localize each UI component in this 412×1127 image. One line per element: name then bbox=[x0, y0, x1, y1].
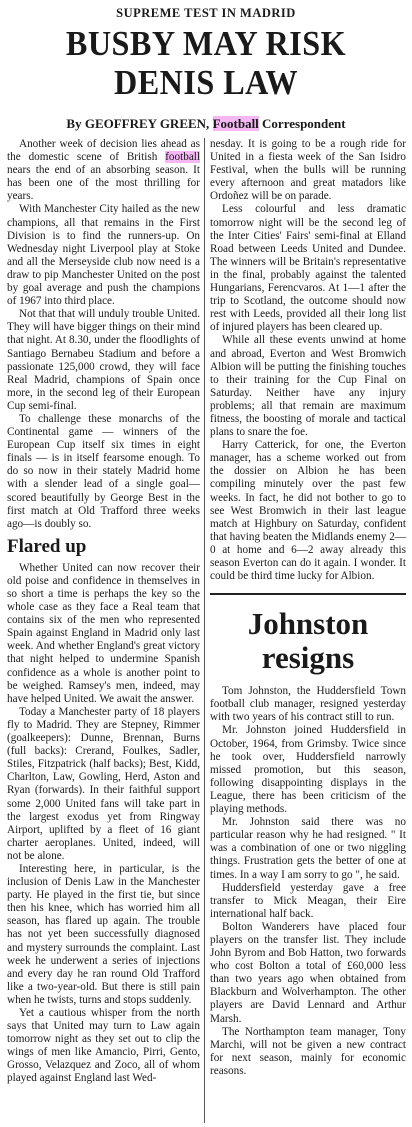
lead-paragraph bbox=[7, 138, 200, 203]
story-separator bbox=[210, 593, 406, 595]
lead-para-start: Another week of decision lies ahead as the domestic scene of British bbox=[7, 138, 200, 164]
byline-prefix: By GEOFFREY GREEN, bbox=[66, 116, 210, 131]
story2-headline-line-1: Johnston bbox=[247, 606, 369, 642]
lead-para-end: nears the end of an absorbing season. It has been one of the most thrilling for years. bbox=[7, 164, 200, 203]
article-paragraph: Mr. Johnston said there was no particular reason why he had resigned. " It was a combination of one or two niggling things. Frustration gets the better of one at times. In a way I am sorry to go ", he said. bbox=[210, 816, 406, 881]
kicker: SUPREME TEST IN MADRID bbox=[116, 6, 296, 20]
story2-headline bbox=[210, 607, 406, 675]
article-paragraph: Not that that will unduly trouble United. They will have bigger things on their mind that night. At 8.30, under the floodlights of Santiago Bernabeu Stadium and before a passionate 125,000 crowd, they will face Real Madrid, champions of Spain once more, in the second leg of their European Cup semi-final. bbox=[7, 308, 200, 412]
subheading: Flared up bbox=[7, 535, 87, 557]
article-paragraph: nesday. It is going to be a rough ride for United in a fiesta week of the San Isidro Festival, when the bulls will be running every afternoon and great matadors like Ordoñez will be on parade. bbox=[210, 138, 406, 203]
article-paragraph: Today a Manchester party of 18 players fly to Madrid. They are Stepney, Rimmer (goalkeepers): Dunne, Brennan, Burns (full backs): Crerand, Foulkes, Sadler, Stiles, Fitzpatrick (half backs); Best, Kidd, Charlton, Law, Gowling, Herd, Aston and Ryan (forwards). In their faithful support some 2,000 United fans will take part in the largest exodus yet from Ringway Airport, uplifted by a fleet of 16 giant charter aeroplanes. United, indeed, will not be alone. bbox=[7, 705, 200, 862]
headline-line-1: BUSBY MAY RISK bbox=[65, 24, 347, 63]
article-paragraph: Bolton Wanderers have placed four players on the transfer list. They include John Byrom and Bob Hatton, two forwards who cost Bolton a total of £60,000 less than two years ago when obtained from Blackburn and Wolverhampton. The other players are David Lennard and Arthur Marsh. bbox=[210, 920, 406, 1025]
headline-line-2: DENIS LAW bbox=[114, 63, 298, 102]
article-paragraph: Mr. Johnston joined Huddersfield in October, 1964, from Grimsby. Twice since he took over, Huddersfield narrowly missed promotion, but this season, following disappointing displays in the League, there has been criticism of the playing methods. bbox=[210, 724, 406, 816]
article-paragraph: Whether United can now recover their old poise and confidence in themselves in so short a time is perhaps the key so the whole case as they face a Real team that contains six of the men who represented Spain against England in Madrid only last week. And whether England's great victory that night helped to undermine Spanish confidence as a whole is another point to be weighed. Ramsey's men, indeed, may have helped United. We await the answer. bbox=[7, 561, 200, 705]
byline-suffix: Correspondent bbox=[262, 116, 346, 131]
byline-highlight: Football bbox=[212, 116, 259, 131]
article-paragraph: Yet a cautious whisper from the north says that United may turn to Law again tomorrow night as they set out to clip the wings of men like Amancio, Pirri, Gento, Grosso, Velazquez and Zoco, all of whom played against England last Wed- bbox=[7, 1007, 200, 1085]
left-column bbox=[7, 138, 200, 1086]
article-paragraph: With Manchester City hailed as the new champions, all that remains in the First Division is to find the runners-up. On Wednesday night Liverpool play at Stoke and all the Merseyside club now need is a draw to pip Manchester United on the post by goal average and push the champions of 1967 into third place. bbox=[7, 203, 200, 308]
main-headline bbox=[16, 24, 395, 102]
byline bbox=[0, 116, 412, 132]
article-paragraph: Less colourful and less dramatic tomorrow night will be the second leg of the Inter Cities' Fairs' semi-final at Elland Road between Leeds United and Dundee. The winners will be Britain's representative in the final, probably against the talented Hungarians, Ferencvaros. At 1—1 after the trip to Scotland, the outcome should now rest with Leeds, provided all their long list of injured players has been cleared up. bbox=[210, 203, 406, 334]
column-divider bbox=[204, 138, 205, 1123]
article-paragraph: Interesting here, in particular, is the inclusion of Denis Law in the Manchester party. He played in the first tie, but since then his knee, which has worried him all season, has flared up again. The trouble has not yet been successfully diagnosed and mystery surrounds the complaint. Last week he underwent a series of injections and every day he ran round Old Trafford like a two-year-old. But there is still pain when he twists, turns and stops suddenly. bbox=[7, 862, 200, 1006]
article-paragraph: The Northampton team manager, Tony Marchi, will not be given a new contract for next season, mainly for economic reasons. bbox=[210, 1025, 406, 1077]
article-paragraph: To challenge these monarchs of the Continental game — winners of the European Cup itself six times in eight finals — is in itself fearsome enough. To do so now in their stately Madrid home with a slender lead of a single goal—scored beautifully by George Best in the first match at Old Trafford three weeks ago—is doubly so. bbox=[7, 412, 200, 530]
lead-para-highlight: football bbox=[165, 151, 201, 164]
article-paragraph: While all these events unwind at home and abroad, Everton and West Bromwich Albion will be putting the finishing touches to their training for the Cup Final on Saturday. Neither have any injury problems; all that remain are maximum fitness, the boosting of morale and tactical plans to snare the foe. bbox=[210, 334, 406, 439]
article-paragraph: Tom Johnston, the Huddersfield Town football club manager, resigned yesterday with two years of his contract still to run. bbox=[210, 685, 406, 724]
article-paragraph: Harry Catterick, for one, the Everton manager, has a scheme worked out from the dossier on Albion he has been compiling minutely over the past few weeks. In fact, he did not bother to go to see West Bromwich in their last league match at Highbury on Saturday, confident that having beaten the Midlands enemy 2—0 at home and 6—2 away already this season Everton can do it again. I wonder. It could be third time lucky for Albion. bbox=[210, 439, 406, 583]
story2-headline-line-2: resigns bbox=[261, 640, 355, 676]
article-paragraph: Huddersfield yesterday gave a free transfer to Mick Meagan, their Eire international half back. bbox=[210, 881, 406, 920]
right-column bbox=[210, 138, 406, 1078]
